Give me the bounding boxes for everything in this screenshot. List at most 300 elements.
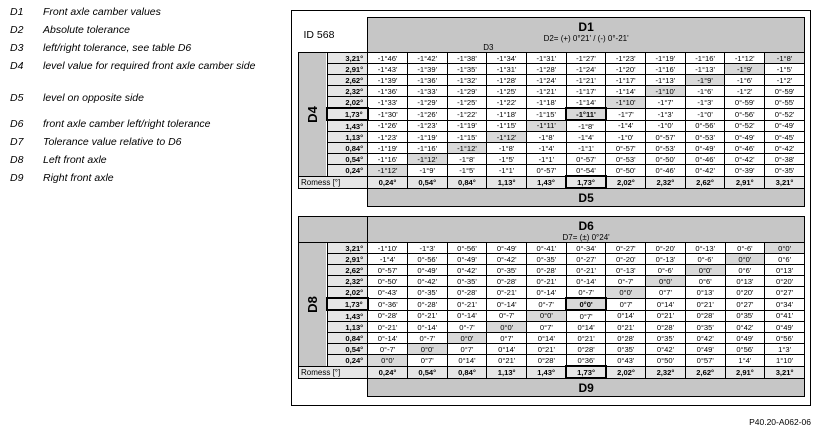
table-cell: 0°-14' bbox=[487, 298, 527, 310]
table-cell: 0°0' bbox=[447, 333, 487, 344]
table-cell: -1°39' bbox=[368, 75, 408, 86]
table-cell: 0°-28' bbox=[487, 276, 527, 287]
table-cell: -1°23' bbox=[606, 53, 646, 64]
row-label: 2,91° bbox=[327, 254, 368, 265]
table-row bbox=[299, 143, 805, 154]
table-cell: 0°-28' bbox=[368, 310, 408, 322]
table-cell: 0°-57' bbox=[646, 132, 686, 143]
table-cell: -1°3' bbox=[685, 97, 725, 109]
legend-text: level on opposite side bbox=[43, 92, 144, 104]
table-cell: 0°42' bbox=[646, 344, 686, 355]
header-spacer bbox=[299, 217, 368, 243]
table-cell: 0°56' bbox=[765, 333, 805, 344]
table-cell: -1°7' bbox=[606, 108, 646, 120]
table-cell: -1°0' bbox=[685, 108, 725, 120]
table-cell: 0°0' bbox=[566, 298, 606, 310]
table-cell: 0°21' bbox=[606, 322, 646, 333]
column-label: 2,91° bbox=[725, 366, 765, 378]
table-cell: 0°-38' bbox=[765, 154, 805, 165]
table-cell: 0°-14' bbox=[368, 333, 408, 344]
table-cell: -1°31' bbox=[487, 64, 527, 75]
table-cell: -1°16' bbox=[685, 53, 725, 64]
column-label: 3,21° bbox=[765, 366, 805, 378]
row-label: 2,91° bbox=[327, 64, 368, 75]
legend-text: Tolerance value relative to D6 bbox=[43, 136, 182, 148]
table-cell: 0°-49' bbox=[685, 143, 725, 154]
table-cell: -1°33' bbox=[368, 97, 408, 109]
table-cell: 0°-43' bbox=[368, 287, 408, 299]
table-row bbox=[299, 310, 805, 322]
table-row bbox=[299, 333, 805, 344]
table-cell: 0°57' bbox=[685, 355, 725, 367]
legend-key: D6 bbox=[10, 118, 24, 130]
table-cell: 0°27' bbox=[725, 298, 765, 310]
column-label: 2,32° bbox=[646, 366, 686, 378]
table-cell: 0°-7' bbox=[487, 310, 527, 322]
table-title: D1 bbox=[578, 20, 594, 34]
table-cell: -1°4' bbox=[368, 254, 408, 265]
column-label: 1,13° bbox=[487, 176, 527, 188]
table-cell: 0°-21' bbox=[407, 310, 447, 322]
table-cell: 0°-27' bbox=[606, 243, 646, 254]
footer-spacer bbox=[299, 378, 368, 397]
table-cell: 0°-28' bbox=[447, 287, 487, 299]
table-cell: 0°0' bbox=[407, 344, 447, 355]
column-label: 2,62° bbox=[685, 366, 725, 378]
table-cell: 0°-7' bbox=[606, 276, 646, 287]
table-row bbox=[299, 355, 805, 367]
table-cell: 0°-59' bbox=[725, 97, 765, 109]
table-cell: -1°15' bbox=[447, 132, 487, 143]
romess-label: Romess [°] bbox=[299, 176, 368, 188]
table-row bbox=[299, 298, 805, 310]
table-cell: 0°-49' bbox=[407, 265, 447, 276]
table-cell: -1°9' bbox=[685, 75, 725, 86]
table-cell: -1°46' bbox=[368, 53, 408, 64]
table-cell: 0°-42' bbox=[685, 165, 725, 177]
table-cell: 0°13' bbox=[725, 276, 765, 287]
table-cell: 0°7' bbox=[606, 298, 646, 310]
table-cell: 0°-13' bbox=[685, 243, 725, 254]
table-row bbox=[299, 108, 805, 120]
table-cell: 0°-35' bbox=[407, 287, 447, 299]
table-cell: 0°6' bbox=[725, 265, 765, 276]
legend-text: Absolute tolerance bbox=[43, 24, 130, 36]
table-cell: 0°7' bbox=[487, 333, 527, 344]
legend-key: D2 bbox=[10, 24, 24, 36]
table-cell: -1°32' bbox=[447, 75, 487, 86]
legend-key: D8 bbox=[10, 154, 24, 166]
table-row bbox=[299, 276, 805, 287]
legend-item bbox=[10, 136, 280, 154]
table-cell: -1°38' bbox=[447, 53, 487, 64]
table-cell: 0°56' bbox=[725, 344, 765, 355]
table-cell: -1°31' bbox=[526, 53, 566, 64]
table-cell: -1°36' bbox=[368, 86, 408, 97]
table-cell: 0°21' bbox=[566, 333, 606, 344]
table-cell: 0°-6' bbox=[685, 254, 725, 265]
header-row bbox=[299, 217, 805, 243]
side-label-text: D8 bbox=[305, 295, 320, 313]
table-cell: 0°43' bbox=[606, 355, 646, 367]
table-cell: -1°27' bbox=[566, 53, 606, 64]
column-label: 0,24° bbox=[368, 366, 408, 378]
legend-key: D3 bbox=[10, 42, 24, 54]
table-cell: -1°19' bbox=[407, 132, 447, 143]
table-cell: -1°11' bbox=[526, 120, 566, 132]
table-cell: 0°-42' bbox=[407, 276, 447, 287]
legend-text: left/right tolerance, see table D6 bbox=[43, 42, 192, 54]
table-cell: 0°35' bbox=[685, 322, 725, 333]
table-row bbox=[299, 243, 805, 254]
table-cell: 1°10' bbox=[765, 355, 805, 367]
table-cell: -1°4' bbox=[526, 143, 566, 154]
table-cell: 0°-49' bbox=[725, 132, 765, 143]
romess-row bbox=[299, 176, 805, 188]
table-cell: 0°-42' bbox=[725, 154, 765, 165]
row-label: 2,62° bbox=[327, 75, 368, 86]
legend-text: level value for required front axle camber side bbox=[43, 60, 256, 72]
table-cell: 0°-49' bbox=[447, 254, 487, 265]
table-cell: 0°-49' bbox=[765, 120, 805, 132]
column-label: 1,13° bbox=[487, 366, 527, 378]
table-cell: 0°-42' bbox=[447, 265, 487, 276]
table-cell: 0°-57' bbox=[368, 265, 408, 276]
table-cell: 0°14' bbox=[447, 355, 487, 367]
table-cell: -1°8' bbox=[447, 154, 487, 165]
table-cell: -1°9' bbox=[407, 165, 447, 177]
table-cell: 0°-46' bbox=[646, 165, 686, 177]
table-cell: 0°-35' bbox=[487, 265, 527, 276]
table-cell: 0°-14' bbox=[566, 276, 606, 287]
row-label: 1,13° bbox=[327, 132, 368, 143]
legend-key: D7 bbox=[10, 136, 24, 148]
table-cell: 0°-53' bbox=[646, 143, 686, 154]
camber-values-table bbox=[298, 17, 805, 207]
table-cell: 0°0' bbox=[368, 355, 408, 367]
table-cell: -1°10' bbox=[646, 86, 686, 97]
column-label: 1,43° bbox=[526, 176, 566, 188]
column-label: 3,21° bbox=[765, 176, 805, 188]
table-row bbox=[299, 86, 805, 97]
row-label: 0,54° bbox=[327, 154, 368, 165]
table-cell: -1°0' bbox=[606, 132, 646, 143]
table-cell: -1°29' bbox=[447, 86, 487, 97]
table-cell: -1°13' bbox=[646, 75, 686, 86]
table-cell: -1°11' bbox=[566, 108, 606, 120]
footer-row bbox=[299, 188, 805, 207]
table-cell: 0°14' bbox=[527, 333, 567, 344]
column-label: 2,91° bbox=[725, 176, 765, 188]
table-cell: -1°9' bbox=[725, 64, 765, 75]
table-cell: -1°24' bbox=[526, 75, 566, 86]
table-cell: 0°35' bbox=[606, 344, 646, 355]
table-cell: 0°13' bbox=[685, 287, 725, 299]
table-cell: -1°10' bbox=[368, 243, 408, 254]
legend-text: Right front axle bbox=[43, 172, 114, 184]
table-cell: 1°3' bbox=[765, 344, 805, 355]
legend-key: D5 bbox=[10, 92, 24, 104]
table-cell: 0°0' bbox=[685, 265, 725, 276]
row-label: 1,73° bbox=[327, 108, 368, 120]
table-cell: 0°-35' bbox=[765, 165, 805, 177]
table-cell: -1°12' bbox=[368, 165, 408, 177]
table-cell: -1°5' bbox=[765, 64, 805, 75]
legend-text: Left front axle bbox=[43, 154, 107, 166]
legend-text: Front axle camber values bbox=[43, 6, 161, 18]
table-cell: 0°-36' bbox=[368, 298, 408, 310]
column-label: 2,62° bbox=[685, 176, 725, 188]
table-cell: -1°0' bbox=[646, 120, 686, 132]
legend-key: D9 bbox=[10, 172, 24, 184]
table-cell: 0°-57' bbox=[526, 165, 566, 177]
table-row bbox=[299, 344, 805, 355]
table-cell: 0°-21' bbox=[447, 298, 487, 310]
legend-item bbox=[10, 24, 280, 42]
table-cell: -1°24' bbox=[566, 64, 606, 75]
table-cell: -1°36' bbox=[407, 75, 447, 86]
column-label: 0,84° bbox=[447, 366, 487, 378]
table-cell: 0°42' bbox=[725, 322, 765, 333]
footer-row bbox=[299, 378, 805, 397]
table-cell: -1°23' bbox=[368, 132, 408, 143]
table-cell: 0°6' bbox=[765, 254, 805, 265]
table-cell: -1°22' bbox=[487, 97, 527, 109]
table-cell: 0°-55' bbox=[765, 97, 805, 109]
table-cell: -1°21' bbox=[566, 75, 606, 86]
table-cell: -1°12' bbox=[407, 154, 447, 165]
table-cell: 0°-45' bbox=[765, 132, 805, 143]
column-label: 1,73° bbox=[566, 366, 606, 378]
table-cell: 0°-14' bbox=[407, 322, 447, 333]
table-cell: 0°-42' bbox=[487, 254, 527, 265]
row-label: 0,54° bbox=[327, 344, 368, 355]
legend-item bbox=[10, 172, 280, 190]
footer-spacer bbox=[299, 188, 368, 207]
table-cell: 0°0' bbox=[487, 322, 527, 333]
side-label-text: D4 bbox=[305, 105, 320, 123]
table-cell: 0°-56' bbox=[447, 243, 487, 254]
table-cell: -1°26' bbox=[368, 120, 408, 132]
legend-item bbox=[10, 118, 280, 136]
table-cell: 0°-7' bbox=[527, 298, 567, 310]
table-cell: -1°16' bbox=[407, 143, 447, 154]
table-cell: 0°-50' bbox=[646, 154, 686, 165]
table-cell: -1°8' bbox=[526, 132, 566, 143]
column-label: 1,73° bbox=[566, 176, 606, 188]
table-cell: -1°39' bbox=[407, 64, 447, 75]
table-cell: -1°22' bbox=[447, 108, 487, 120]
table-cell: 0°14' bbox=[487, 344, 527, 355]
table-cell: 0°28' bbox=[646, 322, 686, 333]
column-label: 0,54° bbox=[407, 366, 447, 378]
table-cell: 1°4' bbox=[725, 355, 765, 367]
table-cell: 0°-21' bbox=[487, 287, 527, 299]
table-cell: 0°-28' bbox=[407, 298, 447, 310]
table-cell: 0°-35' bbox=[527, 254, 567, 265]
figure-reference: P40.20-A062-06 bbox=[749, 417, 811, 427]
table-cell: -1°3' bbox=[646, 108, 686, 120]
table-cell: 0°-46' bbox=[685, 154, 725, 165]
romess-row bbox=[299, 366, 805, 378]
column-label: 1,43° bbox=[527, 366, 567, 378]
table-cell: 0°-34' bbox=[566, 243, 606, 254]
table-cell: -1°14' bbox=[606, 86, 646, 97]
table-cell: -1°1' bbox=[487, 165, 527, 177]
table-cell: 0°7' bbox=[407, 355, 447, 367]
table-cell: 0°-6' bbox=[725, 243, 765, 254]
table-cell: -1°15' bbox=[487, 120, 527, 132]
table-cell: 0°14' bbox=[566, 322, 606, 333]
table-cell: 0°21' bbox=[487, 355, 527, 367]
row-label: 0,24° bbox=[327, 165, 368, 177]
column-label: 2,02° bbox=[606, 176, 646, 188]
legend-key: D1 bbox=[10, 6, 24, 18]
table-cell: -1°16' bbox=[368, 154, 408, 165]
table-cell: 0°-20' bbox=[606, 254, 646, 265]
table-cell: 0°21' bbox=[646, 310, 686, 322]
table-cell: -1°14' bbox=[566, 97, 606, 109]
row-label: 2,02° bbox=[327, 97, 368, 109]
table-cell: 0°-57' bbox=[606, 143, 646, 154]
table-subtitle: D7= (±) 0°24' bbox=[562, 233, 610, 242]
table-subtitle: D2= (+) 0°21' / (-) 0°-21' bbox=[543, 34, 629, 43]
table-cell: 0°7' bbox=[566, 310, 606, 322]
table-cell: -1°12' bbox=[447, 143, 487, 154]
table-cell: -1°6' bbox=[725, 75, 765, 86]
table-cell: 0°-13' bbox=[646, 254, 686, 265]
table-row bbox=[299, 53, 805, 64]
table-cell: -1°19' bbox=[646, 53, 686, 64]
table-cell: 0°49' bbox=[765, 322, 805, 333]
table-cell: 0°-49' bbox=[487, 243, 527, 254]
table-row bbox=[299, 64, 805, 75]
table-cell: -1°25' bbox=[447, 97, 487, 109]
table-cell: -1°30' bbox=[368, 108, 408, 120]
table-row bbox=[299, 322, 805, 333]
table-cell: -1°6' bbox=[685, 86, 725, 97]
row-label: 1,73° bbox=[327, 298, 368, 310]
table-row bbox=[299, 132, 805, 143]
table-cell: 0°-56' bbox=[407, 254, 447, 265]
table-cell: -1°34' bbox=[487, 53, 527, 64]
table-cell: -1°20' bbox=[606, 64, 646, 75]
legend-item bbox=[10, 154, 280, 172]
table-cell: 0°28' bbox=[566, 344, 606, 355]
row-label: 2,32° bbox=[327, 86, 368, 97]
column-label: 0,84° bbox=[447, 176, 487, 188]
table-cell: 0°-21' bbox=[566, 265, 606, 276]
table-cell: -1°4' bbox=[606, 120, 646, 132]
table-cell: 0°42' bbox=[685, 333, 725, 344]
table-cell: -1°15' bbox=[526, 108, 566, 120]
table-subtitle-2: D3 bbox=[483, 43, 494, 52]
legend-key: D4 bbox=[10, 60, 24, 72]
table-cell: 0°14' bbox=[646, 298, 686, 310]
table-cell: -1°12' bbox=[487, 132, 527, 143]
table-cell: -1°2' bbox=[765, 75, 805, 86]
column-label: 2,02° bbox=[606, 366, 646, 378]
table-cell: 0°-20' bbox=[646, 243, 686, 254]
table-cell: 0°-56' bbox=[685, 120, 725, 132]
table-cell: 0°-50' bbox=[606, 165, 646, 177]
table-cell: -1°13' bbox=[685, 64, 725, 75]
table-header bbox=[368, 217, 805, 243]
column-label: 2,32° bbox=[646, 176, 686, 188]
table-cell: 0°28' bbox=[606, 333, 646, 344]
legend-item bbox=[10, 92, 280, 110]
table-cell: 0°34' bbox=[765, 298, 805, 310]
row-label: 1,43° bbox=[327, 310, 368, 322]
table-cell: -1°19' bbox=[447, 120, 487, 132]
table-cell: 0°-53' bbox=[606, 154, 646, 165]
table-cell: 0°27' bbox=[765, 287, 805, 299]
table-cell: -1°8' bbox=[765, 53, 805, 64]
side-label bbox=[299, 53, 328, 177]
legend-item bbox=[10, 42, 280, 60]
table-cell: 0°-54' bbox=[566, 165, 606, 177]
row-label: 3,21° bbox=[327, 53, 368, 64]
table-cell: -1°33' bbox=[407, 86, 447, 97]
table-cell: 0°28' bbox=[527, 355, 567, 367]
table-cell: 0°-21' bbox=[368, 322, 408, 333]
legend-item bbox=[10, 60, 280, 92]
header-row bbox=[299, 18, 805, 53]
romess-label: Romess [°] bbox=[299, 366, 368, 378]
row-label: 2,62° bbox=[327, 265, 368, 276]
table-cell: 0°7' bbox=[447, 344, 487, 355]
table-cell: 0°-28' bbox=[527, 265, 567, 276]
table-cell: 0°-7' bbox=[407, 333, 447, 344]
table-row bbox=[299, 254, 805, 265]
table-cell: 0°-46' bbox=[725, 143, 765, 154]
table-cell: 0°-53' bbox=[685, 132, 725, 143]
table-cell: 0°-21' bbox=[527, 276, 567, 287]
table-cell: -1°7' bbox=[646, 97, 686, 109]
table-cell: -1°3' bbox=[407, 243, 447, 254]
table-header bbox=[368, 18, 805, 53]
table-row bbox=[299, 287, 805, 299]
table-cell: -1°26' bbox=[407, 108, 447, 120]
table-cell: -1°18' bbox=[526, 97, 566, 109]
table-cell: 0°49' bbox=[725, 333, 765, 344]
table-cell: 0°6' bbox=[685, 276, 725, 287]
table-cell: -1°18' bbox=[487, 108, 527, 120]
table-cell: -1°5' bbox=[447, 165, 487, 177]
table-cell: 0°21' bbox=[685, 298, 725, 310]
table-row bbox=[299, 75, 805, 86]
row-label: 2,32° bbox=[327, 276, 368, 287]
table-cell: 0°14' bbox=[606, 310, 646, 322]
table-cell: 0°-39' bbox=[725, 165, 765, 177]
table-cell: -1°42' bbox=[407, 53, 447, 64]
table-cell: 0°35' bbox=[646, 333, 686, 344]
table-cell: 0°20' bbox=[725, 287, 765, 299]
table-cell: -1°8' bbox=[566, 120, 606, 132]
table-cell: -1°4' bbox=[566, 132, 606, 143]
table-cell: 0°-52' bbox=[725, 120, 765, 132]
table-cell: -1°1' bbox=[526, 154, 566, 165]
table-row bbox=[299, 120, 805, 132]
table-cell: 0°13' bbox=[765, 265, 805, 276]
table-cell: -1°35' bbox=[447, 64, 487, 75]
row-label: 0,84° bbox=[327, 143, 368, 154]
table-cell: -1°10' bbox=[606, 97, 646, 109]
table-cell: 0°20' bbox=[765, 276, 805, 287]
table-cell: 0°0' bbox=[765, 243, 805, 254]
column-label: 0,24° bbox=[368, 176, 408, 188]
row-label: 0,84° bbox=[327, 333, 368, 344]
